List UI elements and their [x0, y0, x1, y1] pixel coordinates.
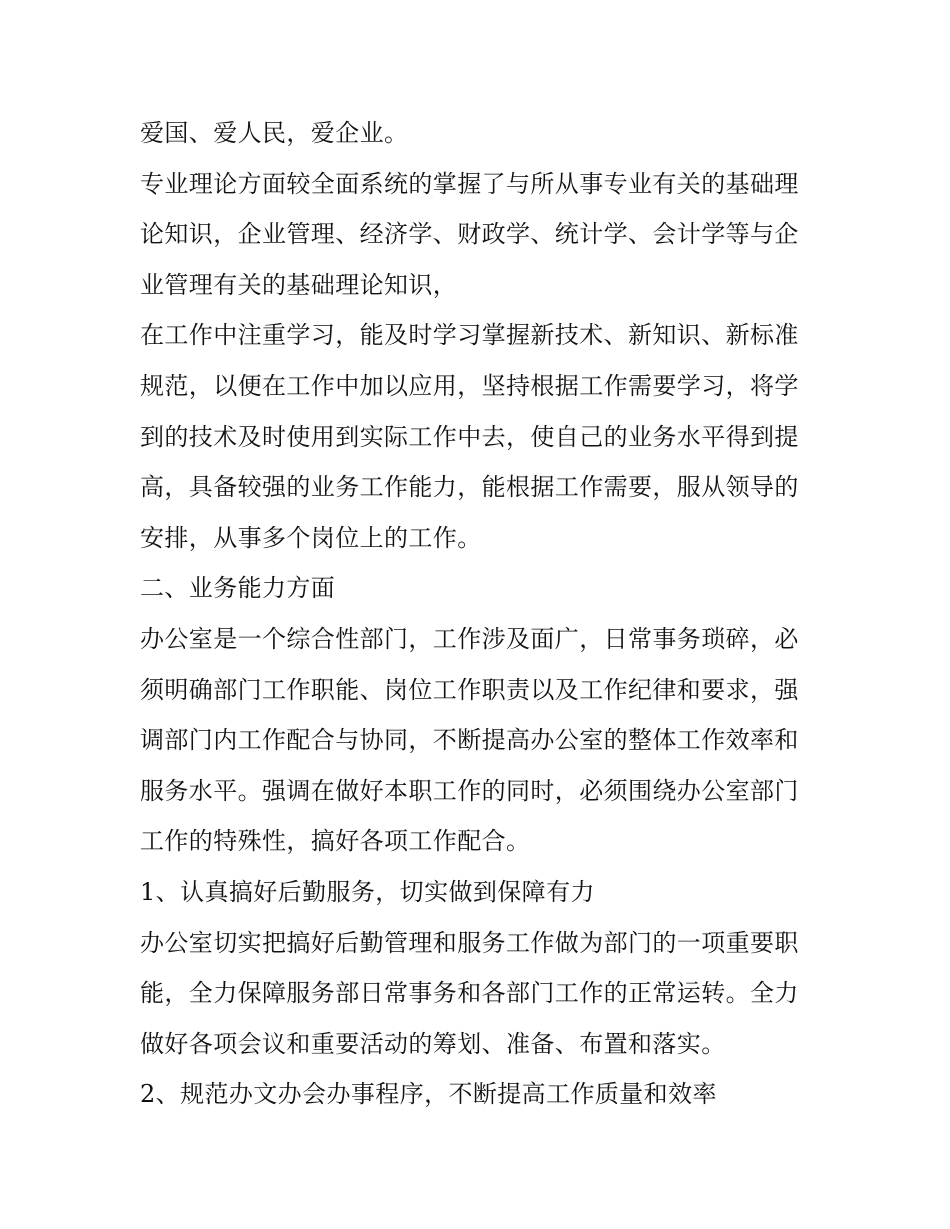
subsection-heading: 2、规范办文办会办事程序，不断提高工作质量和效率 — [140, 1080, 717, 1109]
text-line: 专业理论方面较全面系统的掌握了与所从事专业有关的基础理 — [140, 169, 799, 198]
subsection-heading: 1、认真搞好后勤服务，切实做到保障有力 — [140, 877, 595, 906]
text-line: 爱国、爱人民，爱企业。 — [140, 119, 409, 147]
text-line: 规范，以便在工作中加以应用，坚持根据工作需要学习，将学 — [140, 371, 799, 400]
text-line: 在工作中注重学习，能及时学习掌握新技术、新知识、新标准 — [140, 321, 799, 350]
text-line: 服务水平。强调在做好本职工作的同时，必须围绕办公室部门 — [140, 776, 799, 805]
text-line: 工作的特殊性，搞好各项工作配合。 — [140, 827, 531, 856]
section-heading: 二、业务能力方面 — [140, 574, 336, 603]
text-line: 高，具备较强的业务工作能力，能根据工作需要，服从领导的 — [140, 473, 799, 502]
text-line: 论知识，企业管理、经济学、财政学、统计学、会计学等与企 — [140, 220, 799, 249]
text-line: 安排，从事多个岗位上的工作。 — [140, 523, 482, 552]
text-line: 业管理有关的基础理论知识， — [140, 270, 458, 299]
text-line: 办公室切实把搞好后勤管理和服务工作做为部门的一项重要职 — [140, 928, 799, 957]
text-line: 调部门内工作配合与协同，不断提高办公室的整体工作效率和 — [140, 726, 799, 755]
text-line: 到的技术及时使用到实际工作中去，使自己的业务水平得到提 — [140, 422, 799, 451]
text-line: 做好各项会议和重要活动的筹划、准备、布置和落实。 — [140, 1029, 726, 1058]
text-line: 能，全力保障服务部日常事务和各部门工作的正常运转。全力 — [140, 979, 799, 1008]
document-body — [140, 108, 820, 1120]
text-line: 办公室是一个综合性部门，工作涉及面广，日常事务琐碎，必 — [140, 624, 799, 653]
text-line: 须明确部门工作职能、岗位工作职责以及工作纪律和要求，强 — [140, 675, 799, 704]
